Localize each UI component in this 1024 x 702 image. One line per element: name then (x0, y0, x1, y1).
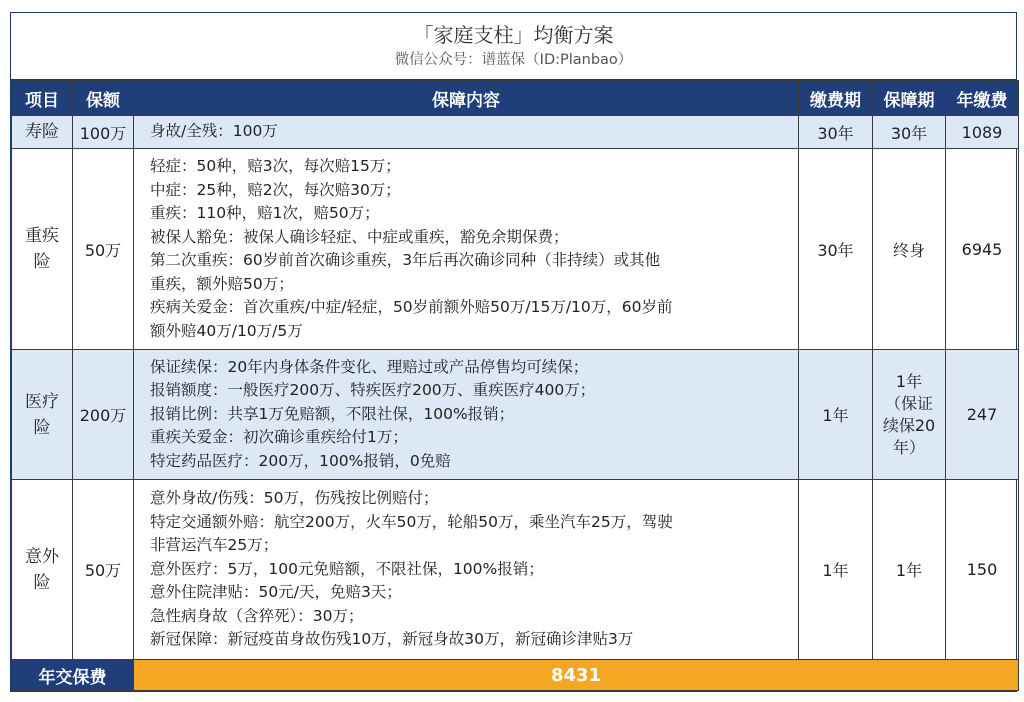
coverage-line: 意外住院津贴：50元/天，免赔3天； (150, 583, 402, 602)
coverage-line: 第二次重疾：60岁前首次确诊重疾，3年后再次确诊同种（非持续）或其他 (150, 251, 661, 269)
document-title: 「家庭支柱」均衡方案 (413, 23, 614, 47)
row-coverage (134, 116, 799, 149)
row-item (12, 480, 73, 660)
cover-period-line: 1年 (895, 371, 923, 391)
row-coverage (134, 480, 799, 660)
coverage-line: 意外医疗：5万，100元免赔额，不限社保，100%报销； (150, 559, 544, 578)
row-annual-fee: 150 (946, 480, 1019, 660)
header-cover-period: 保障期 (873, 81, 946, 116)
coverage-line: 非营运汽车25万； (150, 536, 279, 555)
coverage-line: 中症：25种，赔2次，每次赔30万； (150, 180, 401, 199)
row-pay-period: 30年 (799, 149, 873, 350)
coverage-line: 轻症：50种，赔3次，每次赔15万； (150, 157, 401, 175)
cover-period-line: 年） (892, 437, 925, 457)
header-coverage: 保障内容 (134, 81, 799, 116)
row-annual-fee: 1089 (946, 116, 1019, 149)
row-cover-period: 30年 (873, 116, 946, 149)
row-amount: 200万 (73, 350, 134, 480)
table-row (12, 480, 1019, 660)
row-coverage (134, 350, 799, 480)
cover-period-line: （保证 (884, 393, 933, 413)
coverage-line: 重疾：110种，赔1次，赔50万； (150, 204, 380, 222)
total-row (12, 660, 1019, 691)
row-cover-period: 1年 (873, 480, 946, 660)
header-annual-fee: 年缴费 (946, 81, 1019, 116)
row-item-line: 意外 (25, 546, 59, 567)
coverage-line: 疾病关爱金：首次重疾/中症/轻症，50岁前额外赔50万/15万/10万，60岁前 (150, 298, 673, 316)
header-pay-period: 缴费期 (799, 81, 873, 116)
row-amount: 100万 (73, 116, 134, 149)
total-label: 年交保费 (12, 660, 134, 691)
row-item-line: 险 (33, 252, 51, 272)
title-box (11, 13, 1016, 80)
row-cover-period: 终身 (873, 149, 946, 350)
row-pay-period: 1年 (799, 350, 873, 480)
row-cover-period (873, 350, 946, 480)
document-subtitle: 微信公众号：谱蓝保（ID:Planbao） (394, 52, 633, 68)
plan-document (10, 12, 1017, 692)
coverage-line: 重疾关爱金：初次确诊重疾给付1万； (150, 428, 408, 447)
header-item: 项目 (12, 81, 73, 116)
row-pay-period: 30年 (799, 116, 873, 149)
coverage-line: 重疾，额外赔50万； (150, 274, 294, 293)
row-item (12, 350, 73, 480)
table-header-row (12, 81, 1019, 116)
total-value: 8431 (134, 660, 1019, 691)
row-coverage (134, 149, 799, 350)
coverage-line: 特定交通额外赔：航空200万，火车50万，轮船50万，乘坐汽车25万，驾驶 (150, 512, 673, 531)
row-amount: 50万 (73, 480, 134, 660)
coverage-line: 保证续保：20年内身体条件变化、理赔过或产品停售均可续保； (150, 357, 589, 376)
row-amount: 50万 (73, 149, 134, 350)
coverage-line: 报销额度：一般医疗200万、特疾医疗200万、重疾医疗400万； (150, 381, 596, 400)
coverage-line: 急性病身故（含猝死）：30万； (150, 606, 364, 625)
table-row (12, 116, 1019, 149)
coverage-line: 报销比例：共享1万免赔额，不限社保，100%报销； (150, 404, 515, 423)
coverage-line: 意外身故/伤残：50万，伤残按比例赔付； (150, 489, 439, 508)
cover-period-line: 续保20 (882, 415, 936, 435)
row-item-line: 险 (33, 417, 51, 438)
coverage-line: 身故/全残：100万 (150, 122, 278, 141)
table-row (12, 149, 1019, 350)
header-amount: 保额 (73, 81, 134, 116)
insurance-plan-table (11, 80, 1019, 691)
row-annual-fee: 247 (946, 350, 1019, 480)
row-item (12, 149, 73, 350)
row-item-line: 险 (33, 572, 51, 593)
table-row (12, 350, 1019, 480)
row-pay-period: 1年 (799, 480, 873, 660)
row-item: 寿险 (12, 116, 73, 149)
coverage-line: 新冠保障：新冠疫苗身故伤残10万，新冠身故30万，新冠确诊津贴3万 (150, 630, 634, 649)
coverage-line: 额外赔40万/10万/5万 (150, 321, 303, 340)
row-item-line: 医疗 (25, 391, 59, 412)
coverage-line: 被保人豁免：被保人确诊轻症、中症或重疾，豁免余期保费； (150, 227, 569, 246)
coverage-line: 特定药品医疗：200万，100%报销，0免赔 (150, 451, 451, 470)
row-item-line: 重疾 (25, 226, 59, 246)
row-annual-fee: 6945 (946, 149, 1019, 350)
